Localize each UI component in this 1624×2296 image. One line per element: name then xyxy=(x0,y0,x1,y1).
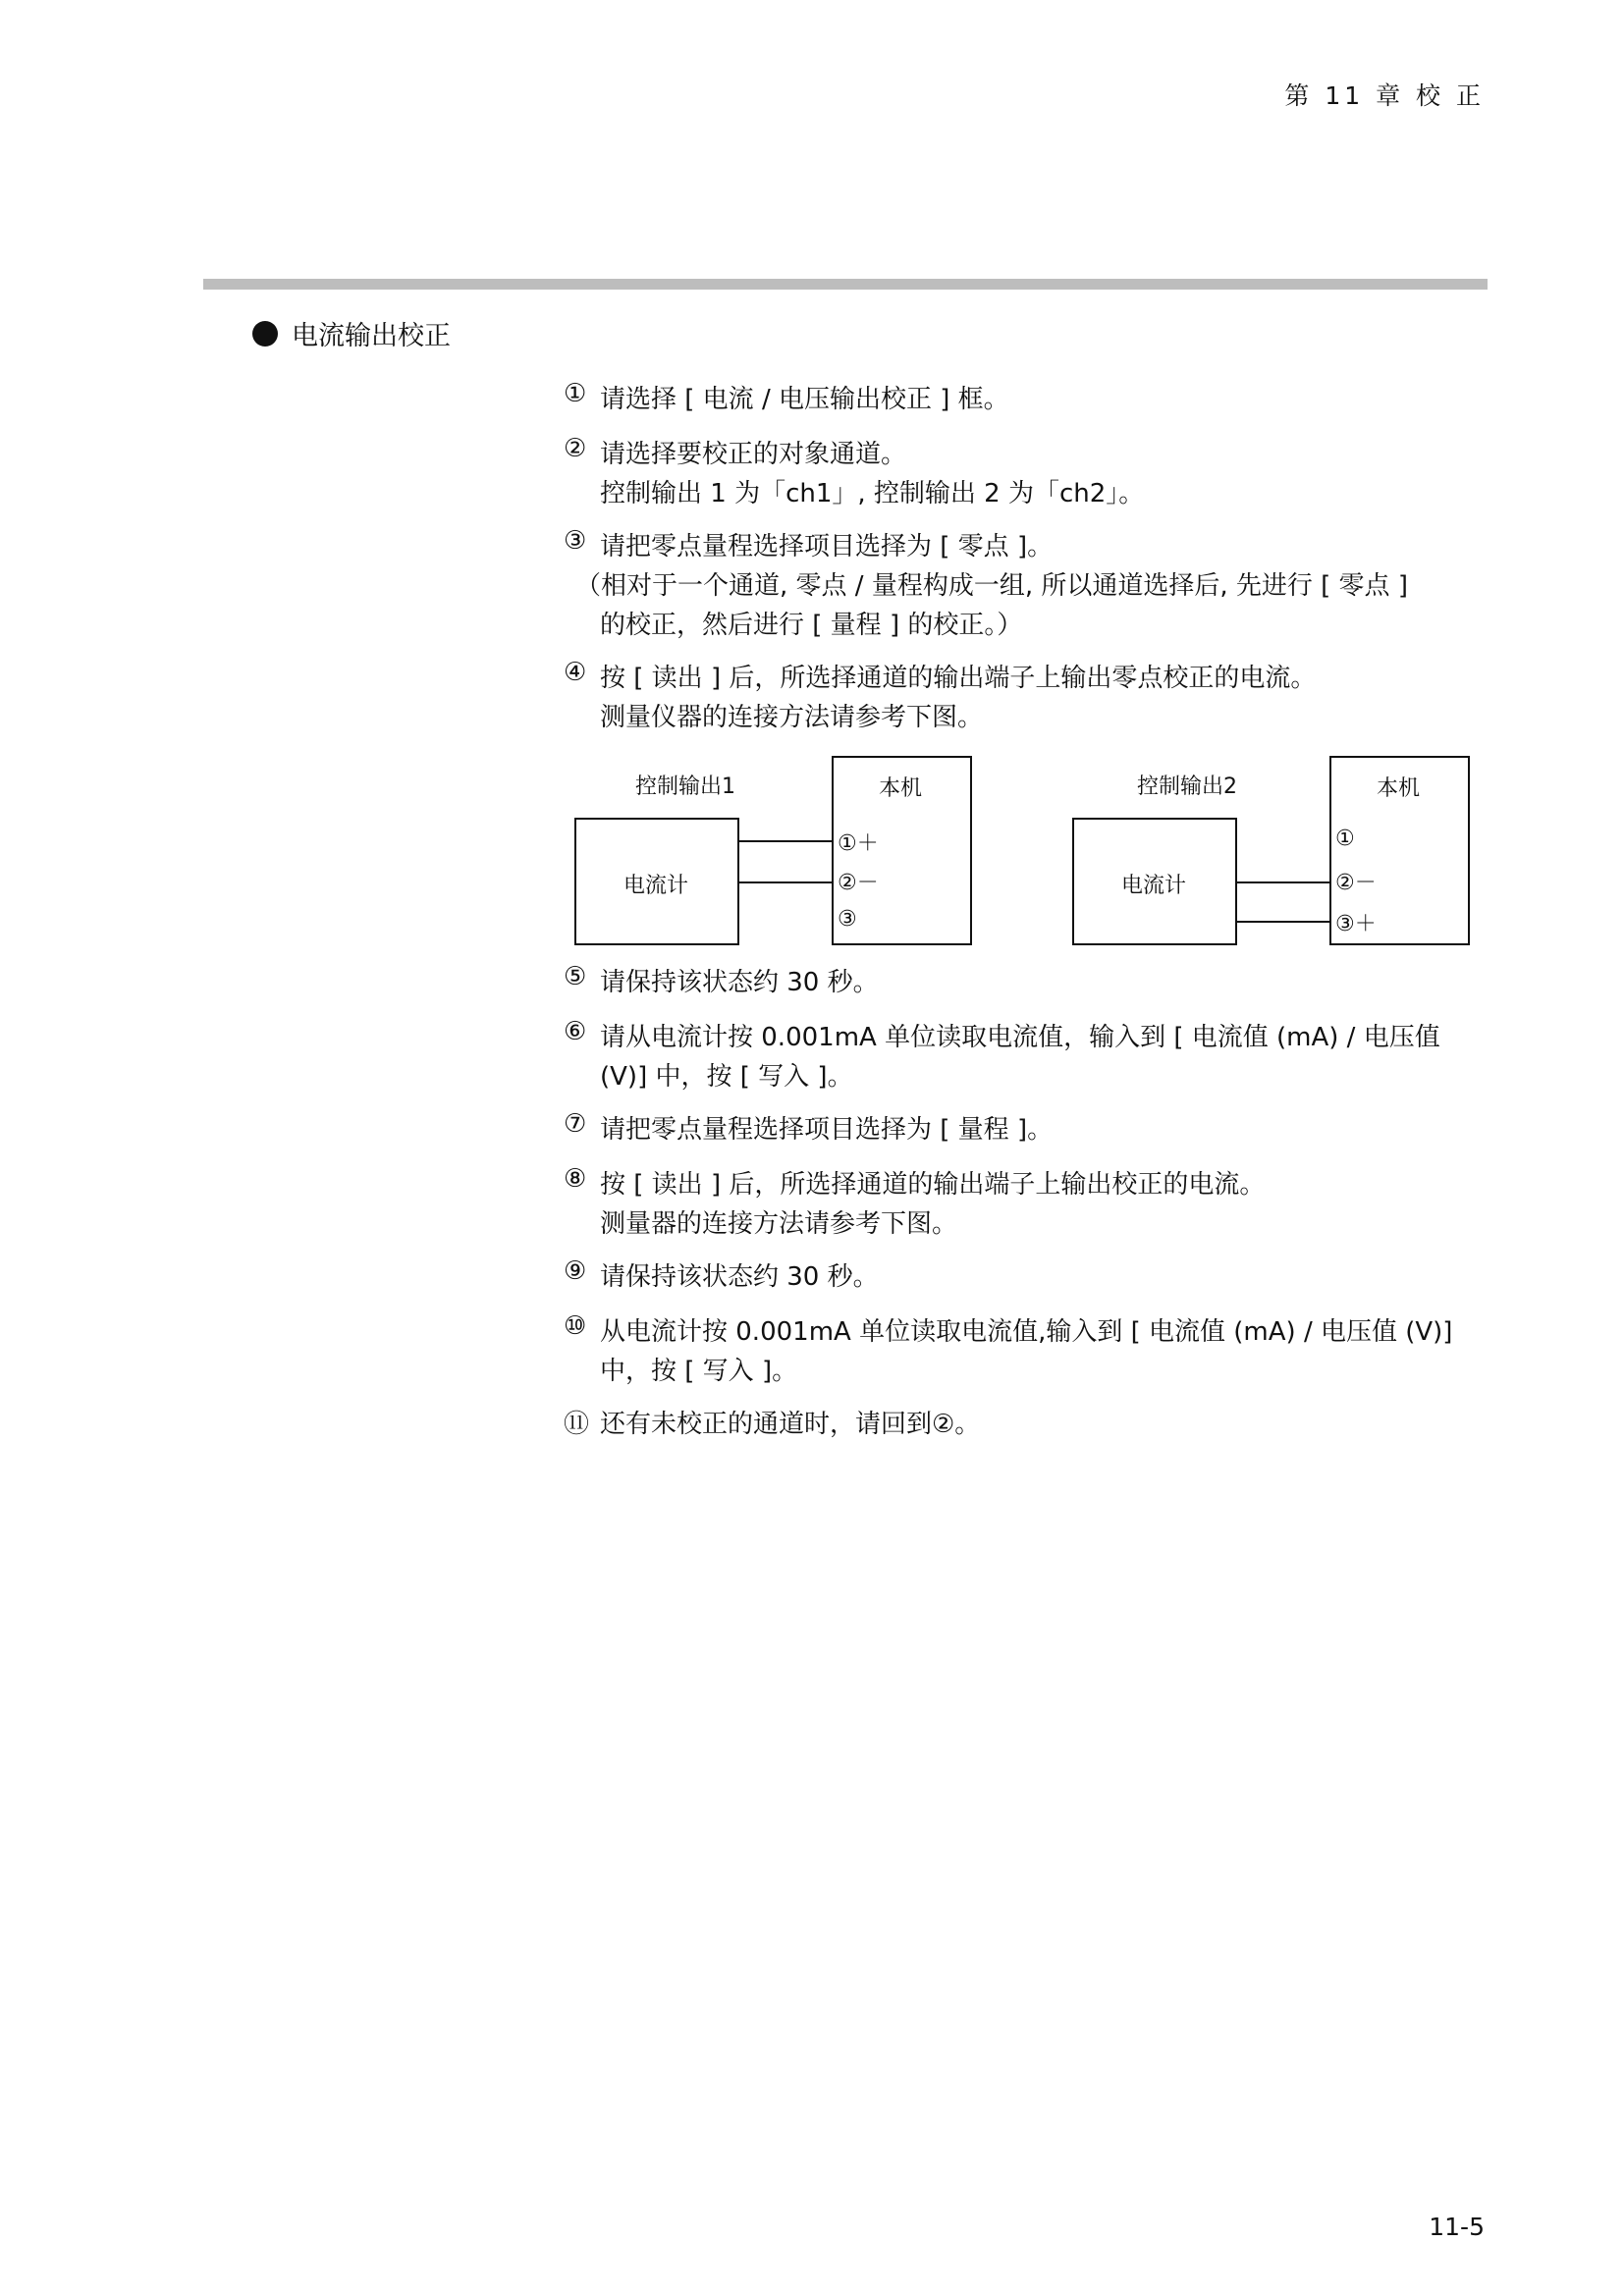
step-number: ④ xyxy=(564,658,587,687)
terminal-2: ②－ xyxy=(1335,871,1377,895)
terminal-1: ① xyxy=(1335,827,1355,851)
wire-negative xyxy=(1237,881,1329,883)
step-text: 控制输出 1 为「ch1」, 控制输出 2 为「ch2」。 xyxy=(600,479,1145,508)
bullet-icon xyxy=(252,321,278,347)
ammeter-box xyxy=(1072,818,1237,945)
ammeter-label: 电流计 xyxy=(623,874,689,898)
section-heading xyxy=(252,314,451,352)
wire-positive xyxy=(739,840,832,842)
step-number: ② xyxy=(564,434,587,463)
step-number: ⑧ xyxy=(564,1164,587,1194)
step-text: 按 [ 读出 ] 后，所选择通道的输出端子上输出零点校正的电流。 xyxy=(600,664,1317,693)
step-text: 的校正，然后进行 [ 量程 ] 的校正。） xyxy=(600,611,1023,640)
wire-negative xyxy=(739,881,832,883)
terminal-1: ①＋ xyxy=(838,831,879,856)
step-text: 中，按 [ 写入 ]。 xyxy=(600,1357,798,1386)
step-number: ③ xyxy=(564,526,587,556)
page-number: 11-5 xyxy=(1429,2213,1485,2241)
step-text: 测量器的连接方法请参考下图。 xyxy=(600,1209,958,1239)
wiring-diagram-output-1 xyxy=(574,754,977,950)
step-text: 请把零点量程选择项目选择为 [ 量程 ]。 xyxy=(600,1115,1054,1145)
step-text: 按 [ 读出 ] 后，所选择通道的输出端子上输出校正的电流。 xyxy=(600,1170,1266,1200)
chapter-header: 第 11 章 校 正 xyxy=(1284,81,1485,110)
terminal-2: ②－ xyxy=(838,871,879,895)
step-text: (V)] 中，按 [ 写入 ]。 xyxy=(600,1062,853,1092)
device-label: 本机 xyxy=(1377,776,1421,801)
device-box xyxy=(1329,756,1470,945)
terminal-3: ③ xyxy=(838,907,857,932)
step-number: ⑨ xyxy=(564,1256,587,1286)
diagram-title: 控制输出1 xyxy=(635,774,735,799)
step-text: 还有未校正的通道时，请回到②。 xyxy=(600,1410,981,1439)
step-text: 从电流计按 0.001mA 单位读取电流值,输入到 [ 电流值 (mA) / 电压值 (V)] xyxy=(600,1317,1453,1347)
step-number: ⑩ xyxy=(564,1311,587,1341)
step-text: 请保持该状态约 30 秒。 xyxy=(600,1262,879,1292)
step-number: ① xyxy=(564,379,587,408)
terminal-3: ③＋ xyxy=(1335,912,1377,936)
step-text: 请选择 [ 电流 / 电压输出校正 ] 框。 xyxy=(600,385,1009,414)
step-text: 请选择要校正的对象通道。 xyxy=(600,440,907,469)
device-label: 本机 xyxy=(879,776,923,801)
wire-positive xyxy=(1237,921,1329,923)
step-number: ⑦ xyxy=(564,1109,587,1139)
step-text: （相对于一个通道, 零点 / 量程构成一组, 所以通道选择后, 先进行 [ 零点 ] xyxy=(575,571,1408,601)
step-text: 请从电流计按 0.001mA 单位读取电流值，输入到 [ 电流值 (mA) / 电压值 xyxy=(600,1023,1440,1052)
ammeter-label: 电流计 xyxy=(1121,874,1187,898)
step-number: ⑪ xyxy=(564,1410,590,1439)
step-text: 测量仪器的连接方法请参考下图。 xyxy=(600,703,984,732)
step-text: 请保持该状态约 30 秒。 xyxy=(600,968,879,997)
ammeter-box xyxy=(574,818,739,945)
device-box xyxy=(832,756,972,945)
section-divider xyxy=(203,279,1488,290)
step-text: 请把零点量程选择项目选择为 [ 零点 ]。 xyxy=(600,532,1054,561)
step-number: ⑤ xyxy=(564,962,587,991)
step-number: ⑥ xyxy=(564,1017,587,1046)
section-title: 电流输出校正 xyxy=(292,321,451,351)
wiring-diagram-output-2 xyxy=(1072,754,1475,950)
diagram-title: 控制输出2 xyxy=(1137,774,1237,799)
